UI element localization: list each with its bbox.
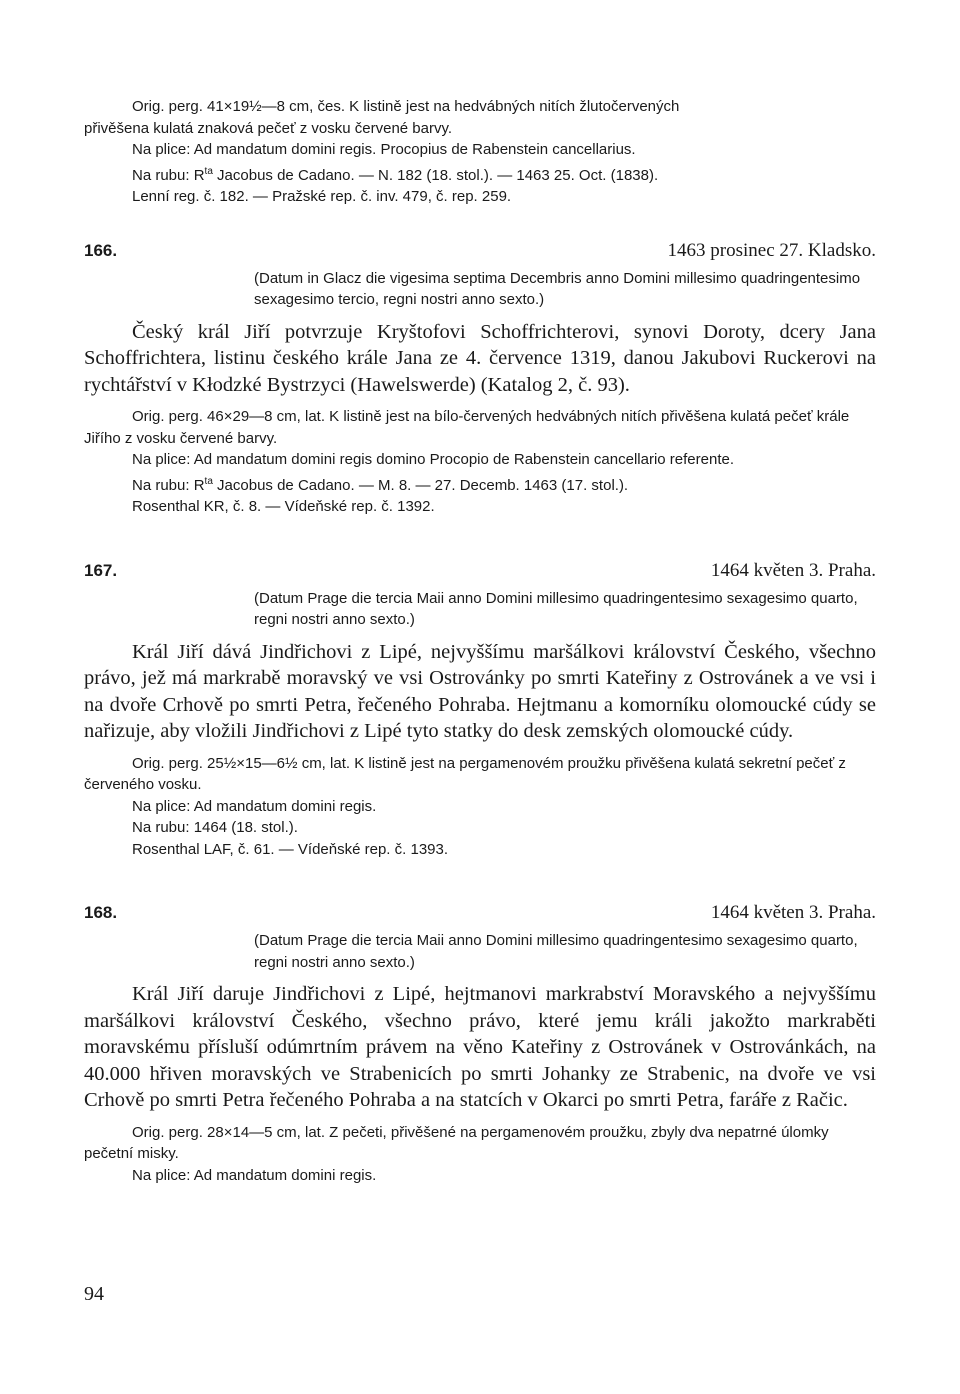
page-number: 94 xyxy=(84,1283,104,1305)
entry-meta xyxy=(84,1122,876,1187)
entry-167 xyxy=(84,560,876,861)
entry-date: 1464 květen 3. Praha. xyxy=(710,902,876,923)
entry-header xyxy=(84,902,876,924)
entry-datum: (Datum Prage die tercia Maii anno Domini millesimo quadringentesimo sexagesimo quarto, regni nostri anno sexto.) xyxy=(254,932,858,971)
meta-line-rubu xyxy=(84,471,876,497)
entry-number: 168. xyxy=(84,903,118,922)
meta-line: Na plice: Ad mandatum domini regis. xyxy=(132,1166,377,1184)
intro-line: přivěšena kulatá znaková pečeť z vosku červené barvy. xyxy=(84,119,453,137)
entry-regest: Král Jiří daruje Jindřichovi z Lipé, hejtmanovi markrabství Moravského a nejvyššímu maršálkovi království Českého, všechno právo, které jemu králi jakožto markraběti moravskému přísluší odúmrtním právem na věno Kateřiny z Ostrovánek v Ostrovánkách, na 40.000 hřiven moravských ve Strabenicích po smrti Johanky ze Strabenic, na dvoře ve vsi Crhově po smrti Petra řečeného Pohraba a na statcích v Okarci po smrti Petra, faráře z Račic. xyxy=(84,983,876,1111)
entry-datum: (Datum Prage die tercia Maii anno Domini millesimo quadringentesimo sexagesimo quarto, regni nostri anno sexto.) xyxy=(254,589,858,628)
meta-line: Orig. perg. 28×14—5 cm, lat. Z pečeti, přivěšené na pergamenovém proužku, zbyly dva nepatrné úlomky pečetní misky. xyxy=(84,1123,829,1162)
entry-header xyxy=(84,240,876,262)
intro-rubu-text: Jacobus de Cadano. — N. 182 (18. stol.). — 1463 25. Oct. (1838). xyxy=(212,166,659,184)
meta-line: Orig. perg. 25½×15—6½ cm, lat. K listině jest na pergamenovém proužku přivěšena kulatá sekretní pečeť z červeného vosku. xyxy=(84,754,846,793)
entry-meta xyxy=(84,753,876,861)
entry-168 xyxy=(84,902,876,1186)
meta-line: Orig. perg. 46×29—8 cm, lat. K listině jest na bílo-červených hedvábných nitích přivěšena kulatá pečeť krále Jiřího z vosku červené barvy. xyxy=(84,408,850,447)
entry-number: 166. xyxy=(84,240,118,260)
document-page xyxy=(84,96,876,1186)
meta-line: Rosenthal KR, č. 8. — Vídeňské rep. č. 1392. xyxy=(132,498,435,515)
entry-header xyxy=(84,560,876,582)
entry-166 xyxy=(84,240,876,518)
meta-line: Rosenthal LAF, č. 61. — Vídeňské rep. č. 1393. xyxy=(132,840,449,858)
meta-line: Na rubu: 1464 (18. stol.). xyxy=(132,819,298,836)
intro-notes xyxy=(84,96,876,208)
meta-line: Na plice: Ad mandatum domini regis domino Procopio de Rabenstein cancellario referente. xyxy=(132,451,734,468)
entry-number: 167. xyxy=(84,560,118,580)
meta-line: Na plice: Ad mandatum domini regis. xyxy=(132,797,377,815)
entry-date: 1463 prosinec 27. Kladsko. xyxy=(667,239,876,261)
intro-line: Orig. perg. 41×19½—8 cm, čes. K listině jest na hedvábných nitích žlutočervených xyxy=(132,98,680,115)
entry-regest: Český král Jiří potvrzuje Kryštofovi Schoffrichterovi, synovi Doroty, dcery Jana Schoffrichtera, listinu českého krále Jana ze 4. července 1319, danou Jakubovi Ruckerovi na rychtářství v Kłodzké Bystrzyci (Hawelswerde) (Katalog 2, č. 93). xyxy=(84,320,876,396)
rubu-label: Na rubu: R xyxy=(132,476,205,494)
intro-line: Lenní reg. č. 182. — Pražské rep. č. inv. 479, č. rep. 259. xyxy=(132,188,512,205)
intro-rubu-label: Na rubu: R xyxy=(132,166,205,184)
entry-datum: (Datum in Glacz die vigesima septima Decembris anno Domini millesimo quadringentesimo sexagesimo tercio, regni nostri anno sexto.) xyxy=(254,269,861,308)
intro-line: Na plice: Ad mandatum domini regis. Procopius de Rabenstein cancellarius. xyxy=(132,141,636,158)
entry-meta xyxy=(84,406,876,518)
intro-line-rubu xyxy=(84,161,876,187)
entry-date: 1464 květen 3. Praha. xyxy=(710,559,876,581)
rubu-sup: ta xyxy=(204,475,213,487)
entry-regest: Král Jiří dává Jindřichovi z Lipé, nejvyššímu maršálkovi království Českého, všechno právo, jež má markrabě moravský ve vsi Ostrovánky po smrti Kateřiny z Ostrovánek a ve vsi i na dvoře Crhově po smrti Petra, řečeného Pohraba. Hejtmanu a komorníku olomoucké cúdy se nařizuje, aby vložili Jindřichovi z Lipé tyto statky do desk zemských olomoucké cúdy. xyxy=(84,640,876,742)
rubu-text: Jacobus de Cadano. — M. 8. — 27. Decemb. 1463 (17. stol.). xyxy=(212,476,629,494)
intro-rubu-sup: ta xyxy=(204,165,213,177)
